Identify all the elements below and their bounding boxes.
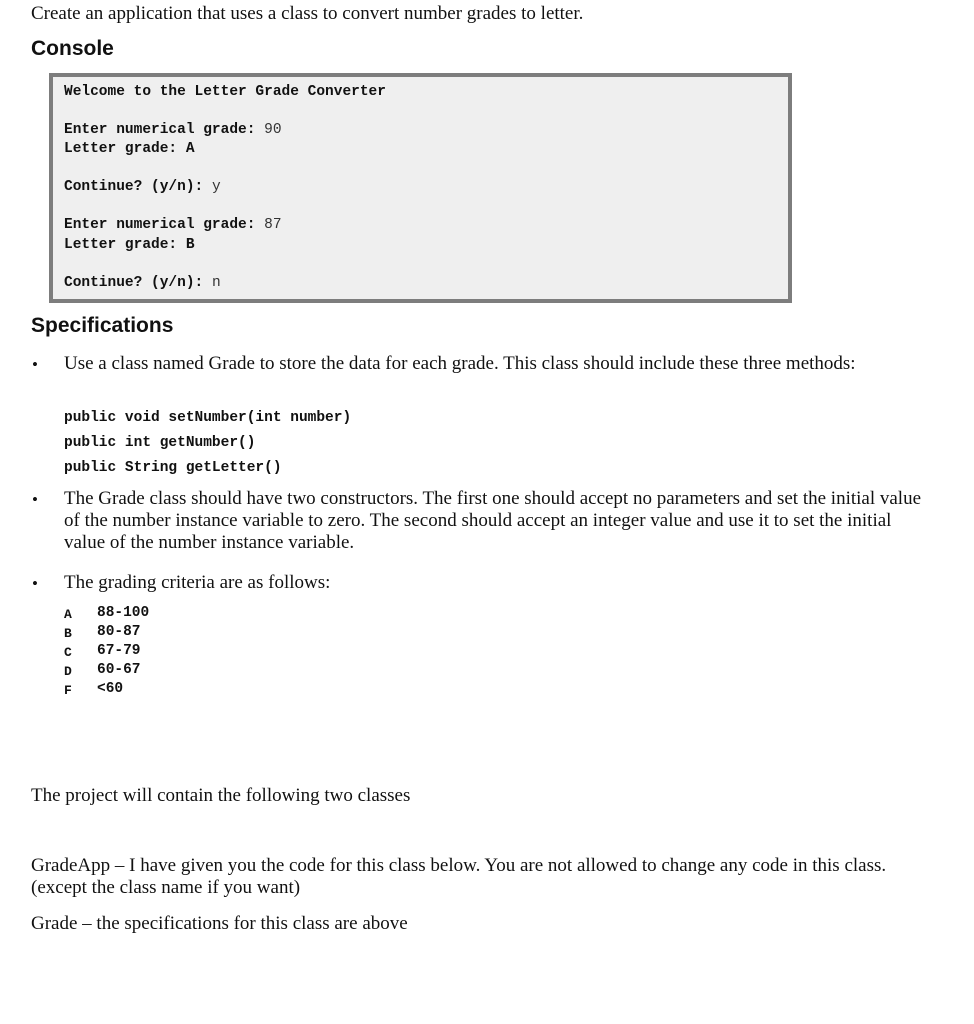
method-signature: public String getLetter() xyxy=(64,460,282,476)
criteria-letter: A xyxy=(64,607,72,622)
criteria-letter: B xyxy=(64,626,72,641)
method-signature: public void setNumber(int number) xyxy=(64,410,352,426)
console-output-box xyxy=(49,73,792,303)
console-line: Continue? (y/n): n xyxy=(64,275,221,291)
spec-bullet-2: The Grade class should have two constructors. The first one should accept no parameters and set the initial value of the number instance variable to zero. The second should accept an integer value and use it to set the initial value of the number instance variable. xyxy=(64,488,922,553)
criteria-range: <60 xyxy=(97,681,124,697)
bullet-marker: • xyxy=(32,574,38,593)
bullet-marker: • xyxy=(32,490,38,509)
console-line: Enter numerical grade: 90 xyxy=(64,122,282,138)
console-line: Letter grade: B xyxy=(64,237,195,253)
gradeapp-note: GradeApp – I have given you the code for this class below. You are not allowed to change any code in this class. (except the class name if you want) xyxy=(31,855,887,898)
console-line: Continue? (y/n): y xyxy=(64,179,221,195)
method-signature: public int getNumber() xyxy=(64,435,256,451)
criteria-range: 88-100 xyxy=(97,605,150,621)
grade-note: Grade – the specifications for this class are above xyxy=(31,913,408,934)
criteria-range: 67-79 xyxy=(97,643,141,659)
bullet-marker: • xyxy=(32,355,38,374)
criteria-letter: C xyxy=(64,645,72,660)
spec-bullet-3: The grading criteria are as follows: xyxy=(64,572,331,593)
console-line: Welcome to the Letter Grade Converter xyxy=(64,84,386,100)
project-note: The project will contain the following two classes xyxy=(31,785,411,806)
specifications-heading: Specifications xyxy=(31,314,174,337)
intro-text: Create an application that uses a class to convert number grades to letter. xyxy=(31,3,584,24)
console-heading: Console xyxy=(31,37,114,60)
spec-bullet-1: Use a class named Grade to store the data for each grade. This class should include these three methods: xyxy=(64,353,856,374)
criteria-letter: D xyxy=(64,664,72,679)
console-line: Enter numerical grade: 87 xyxy=(64,217,282,233)
criteria-letter: F xyxy=(64,683,72,698)
criteria-range: 80-87 xyxy=(97,624,141,640)
criteria-range: 60-67 xyxy=(97,662,141,678)
console-line: Letter grade: A xyxy=(64,141,195,157)
